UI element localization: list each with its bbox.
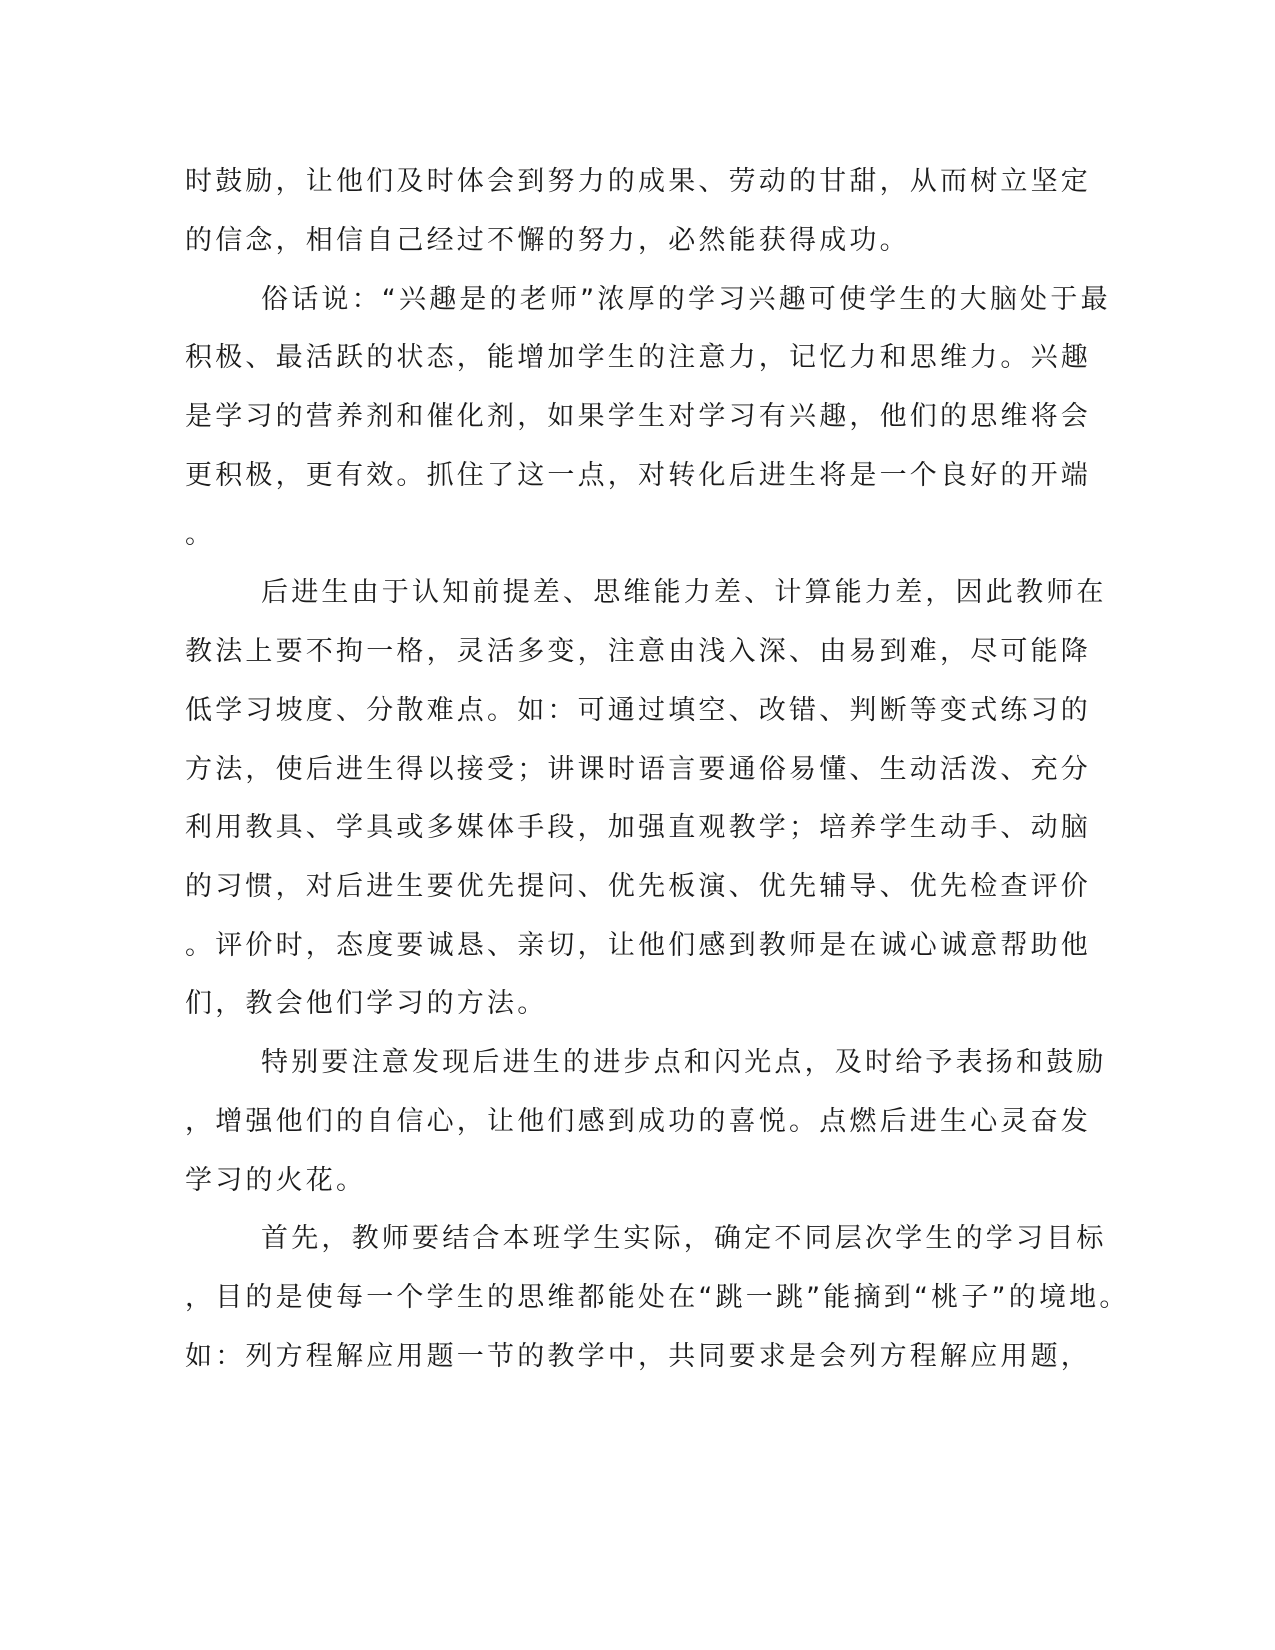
paragraph-start-line: 俗话说：“兴趣是的老师”浓厚的学习兴趣可使学生的大脑处于最 (261, 284, 1111, 315)
paragraph-start-line: 后进生由于认知前提差、思维能力差、计算能力差，因此教师在 (261, 577, 1107, 608)
text-line: 的信念，相信自己经过不懈的努力，必然能获得成功。 (185, 225, 910, 256)
text-line: ，增强他们的自信心，让他们感到成功的喜悦。点燃后进生心灵奋发 (185, 1106, 1091, 1137)
text-line: 教法上要不拘一格，灵活多变，注意由浅入深、由易到难，尽可能降 (185, 636, 1091, 667)
text-line: 。评价时，态度要诚恳、亲切，让他们感到教师是在诚心诚意帮助他 (185, 930, 1091, 961)
paragraph-start-line: 特别要注意发现后进生的进步点和闪光点，及时给予表扬和鼓励 (261, 1047, 1107, 1078)
text-line: 。 (185, 519, 216, 550)
text-line: 时鼓励，让他们及时体会到努力的成果、劳动的甘甜，从而树立坚定 (185, 166, 1091, 197)
text-line: 的习惯，对后进生要优先提问、优先板演、优先辅导、优先检查评价 (185, 871, 1091, 902)
text-line: 们，教会他们学习的方法。 (185, 988, 548, 1019)
text-line: ，目的是使每一个学生的思维都能处在“跳一跳”能摘到“桃子”的境地。 (185, 1282, 1130, 1313)
text-line: 更积极，更有效。抓住了这一点，对转化后进生将是一个良好的开端 (185, 460, 1091, 491)
text-line: 方法，使后进生得以接受；讲课时语言要通俗易懂、生动活泼、充分 (185, 754, 1091, 785)
text-line: 学习的火花。 (185, 1165, 367, 1196)
text-line: 如：列方程解应用题一节的教学中，共同要求是会列方程解应用题， (185, 1341, 1091, 1372)
paragraph-start-line: 首先，教师要结合本班学生实际，确定不同层次学生的学习目标 (261, 1223, 1107, 1254)
text-line: 是学习的营养剂和催化剂，如果学生对学习有兴趣，他们的思维将会 (185, 401, 1091, 432)
text-line: 利用教具、学具或多媒体手段，加强直观教学；培养学生动手、动脑 (185, 812, 1091, 843)
text-line: 低学习坡度、分散难点。如：可通过填空、改错、判断等变式练习的 (185, 695, 1091, 726)
text-line: 积极、最活跃的状态，能增加学生的注意力，记忆力和思维力。兴趣 (185, 342, 1091, 373)
